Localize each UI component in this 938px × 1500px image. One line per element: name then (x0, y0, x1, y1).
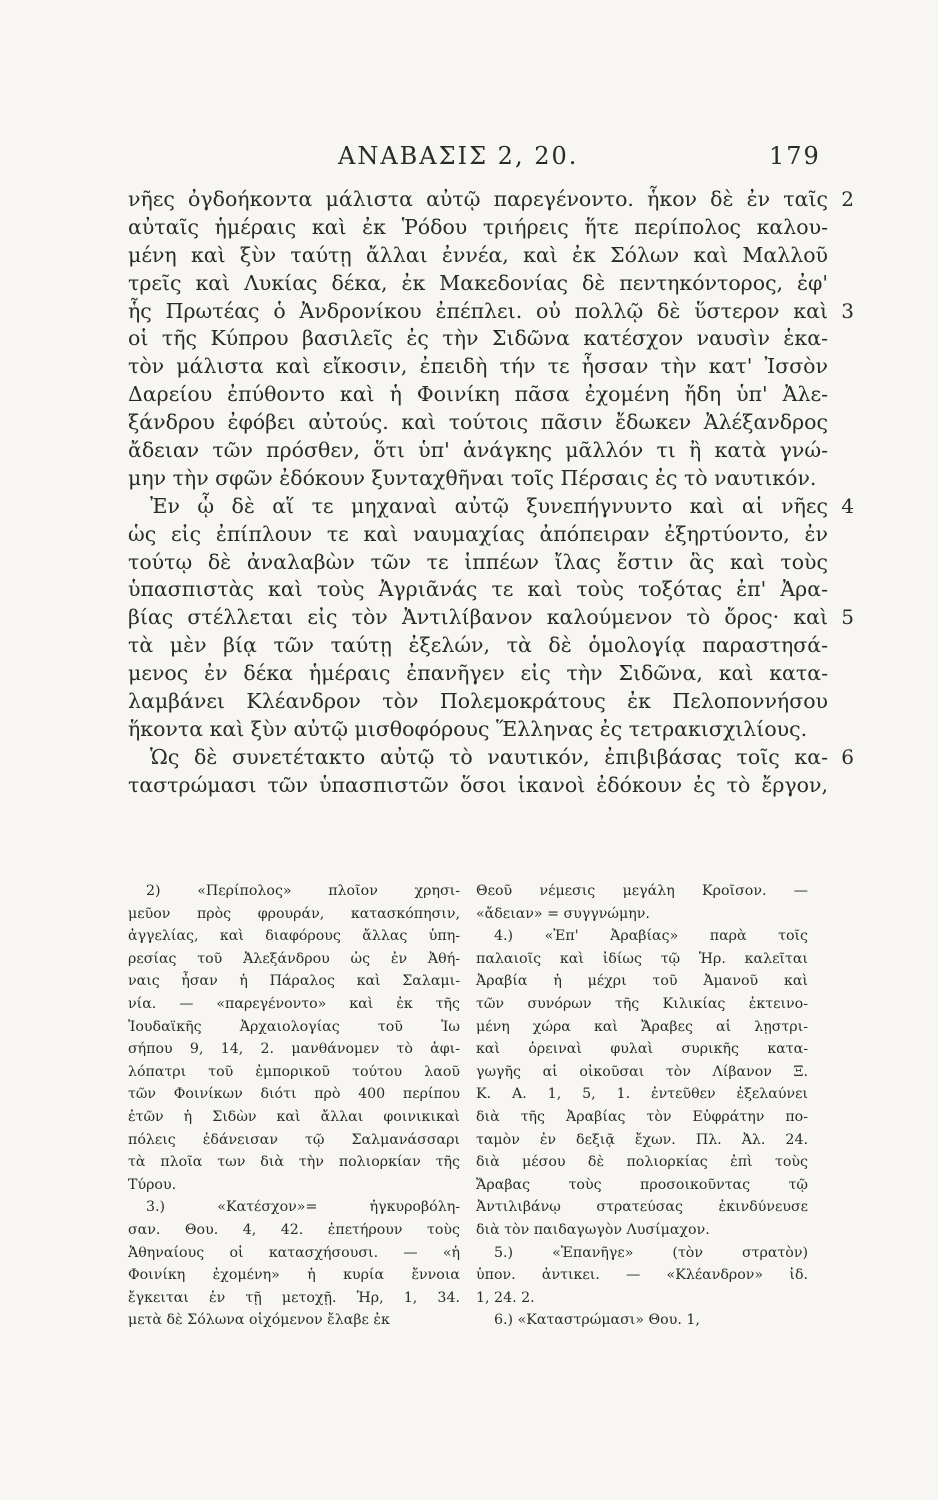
footnote-line: τῶν Φοινίκων διότι πρὸ 400 περίπου (128, 1086, 460, 1103)
text-line (128, 576, 828, 604)
footnote-line: ναις ἦσαν ἡ Πάραλος καὶ Σαλαμι- (128, 973, 460, 990)
text-line-content: ἧς Πρωτέας ὁ Ἀνδρονίκου ἐπέπλει. οὐ πολλῷ δὲ ὕστερον καὶ (128, 298, 828, 323)
text-line-content: μην τὴν σφῶν ἐδόκουν ξυνταχθῆναι τοῖς Πέρσαις ἐς τὸ ναυτικόν. (128, 465, 817, 490)
page-number: 179 (769, 142, 821, 170)
text-line-content: ξάνδρου ἐφόβει αὐτούς. καὶ τούτοις πᾶσιν ἔδωκεν Ἀλέξανδρος (128, 410, 828, 435)
footnote-line: 4.) «Ἐπ' Ἀραβίας» παρὰ τοῖς (494, 928, 808, 945)
text-line-content: οἱ τῆς Κύπρου βασιλεῖς ἐς τὴν Σιδῶνα κατέσχον ναυσὶν ἑκα- (128, 326, 828, 351)
footnote-line: ὑπον. ἀντικει. — «Κλέανδρον» ἰδ. (476, 1267, 808, 1284)
text-line (128, 353, 828, 381)
text-line (128, 604, 854, 632)
text-line (128, 186, 854, 214)
footnote-line: Φοινίκη ἐχομένη» ἡ κυρία ἔννοια (128, 1267, 460, 1284)
footnote-line: σαν. Θου. 4, 42. ἐπετήρουν τοὺς (128, 1221, 460, 1238)
text-line-content: μενος ἐν δέκα ἡμέραις ἐπανῆγεν εἰς τὴν Σιδῶνα, καὶ κατα- (128, 661, 828, 686)
footnotes (128, 880, 808, 1332)
footnote-line: σήπου 9, 14, 2. μανθάνομεν τὸ ἀφι- (128, 1041, 460, 1058)
footnote-line: μετὰ δὲ Σόλωνα οἰχόμενον ἔλαβε ἐκ (128, 1312, 390, 1329)
footnote-line: ἔγκειται ἐν τῇ μετοχῇ. Ἡρ, 1, 34. (128, 1289, 460, 1306)
margin-section-number: 5 (841, 605, 854, 630)
text-line (128, 660, 828, 688)
main-text (128, 186, 854, 800)
text-line (128, 688, 828, 716)
footnote-line: 6.) «Καταστρώμασι» Θου. 1, (494, 1312, 700, 1329)
text-line (128, 772, 828, 800)
text-line (128, 465, 828, 493)
footnote-line: ταμὸν ἐν δεξιᾷ ἔχων. Πλ. Ἀλ. 24. (476, 1131, 808, 1148)
footnotes-right-column (476, 880, 808, 1332)
footnote-line: Θεοῦ νέμεσις μεγάλη Κροῖσον. — (476, 883, 808, 899)
margin-section-number: 6 (841, 744, 854, 769)
margin-section-number: 4 (841, 493, 854, 518)
footnote-line: διὰ τῆς Ἀραβίας τὸν Εὐφράτην πο- (476, 1108, 808, 1125)
text-line (128, 270, 828, 298)
text-line (128, 214, 828, 242)
footnote-line: μένη χώρα καὶ Ἄραβες αἱ λῃστρι- (476, 1018, 808, 1035)
footnote-line: Ἄραβας τοὺς προσοικοῦντας τῷ (476, 1176, 808, 1193)
text-line-content: βίας στέλλεται εἰς τὸν Ἀντιλίβανον καλούμενον τὸ ὄρος· καὶ (128, 605, 828, 630)
text-line-content: τρεῖς καὶ Λυκίας δέκα, ἐκ Μακεδονίας δὲ πεντηκόντορος, ἐφ' (128, 270, 828, 295)
text-line-content: Ὡς δὲ συνετέτακτο αὐτῷ τὸ ναυτικόν, ἐπιβιβάσας τοῖς κα- (150, 744, 828, 769)
text-line-content: ὑπασπιστὰς καὶ τοὺς Ἀγριᾶνάς τε καὶ τοὺς τοξότας ἐπ' Ἀρα- (128, 577, 828, 602)
footnote-line: ρεσίας τοῦ Ἀλεξάνδρου ὡς ἐν Ἀθή- (128, 950, 460, 967)
running-title: ΑΝΑΒΑΣΙΣ 2, 20. (338, 142, 579, 170)
text-line (128, 298, 854, 326)
margin-section-number: 3 (841, 298, 854, 323)
text-line (128, 716, 828, 744)
text-line-content: ἄδειαν τῶν πρόσθεν, ὅτι ὑπ' ἀνάγκης μᾶλλόν τι ἢ κατὰ γνώ- (128, 438, 828, 463)
text-line-content: αὐταῖς ἡμέραις καὶ ἐκ Ῥόδου τριήρεις ἥτε περίπολος καλου- (128, 214, 828, 239)
footnote-line: τῶν συνόρων τῆς Κιλικίας ἐκτεινο- (476, 995, 808, 1012)
footnote-line: ἐτῶν ἡ Σιδὼν καὶ ἄλλαι φοινικικαὶ (128, 1108, 460, 1125)
text-line (128, 744, 854, 772)
text-line-content: τὰ μὲν βίᾳ τῶν ταύτῃ ἐξελών, τὰ δὲ ὁμολογίᾳ παραστησά- (128, 633, 828, 658)
footnote-line: 5.) «Ἐπανῆγε» (τὸν στρατὸν) (494, 1244, 808, 1261)
text-line-content: ὡς εἰς ἐπίπλουν τε καὶ ναυμαχίας ἀπόπειραν ἐξηρτύοντο, ἐν (128, 521, 828, 546)
text-line-content: νῆες ὀγδοήκοντα μάλιστα αὐτῷ παρεγένοντο. ἧκον δὲ ἐν ταῖς (128, 187, 828, 211)
text-line-content: Ἐν ᾧ δὲ αἵ τε μηχαναὶ αὐτῷ ξυνεπήγνυντο καὶ αἱ νῆες (150, 493, 828, 518)
text-line-content: τούτῳ δὲ ἀναλαβὼν τῶν τε ἱππέων ἴλας ἔστιν ἃς καὶ τοὺς (128, 549, 828, 574)
footnote-line: ἀγγελίας, καὶ διαφόρους ἄλλας ὑπη- (128, 928, 460, 945)
footnote-line: «ἄδειαν» = συγγνώμην. (476, 905, 650, 922)
page-header (0, 138, 938, 178)
text-line (128, 521, 828, 549)
footnote-line: λόπατρι τοῦ ἐμπορικοῦ τούτου λαοῦ (128, 1063, 460, 1080)
footnote-line: Τύρου. (128, 1176, 177, 1193)
footnote-line: γωγῆς αἱ οἰκοῦσαι τὸν Λίβανον Ξ. (476, 1063, 808, 1080)
text-line-content: ταστρώμασι τῶν ὑπασπιστῶν ὅσοι ἱκανοὶ ἐδόκουν ἐς τὸ ἔργον, (128, 772, 828, 797)
footnote-line: Ἀντιλιβάνῳ στρατεύσας ἐκινδύνευσε (476, 1199, 808, 1216)
text-line (128, 381, 828, 409)
text-line-content: ἥκοντα καὶ ξὺν αὐτῷ μισθοφόρους Ἕλληνας ἐς τετρακισχιλίους. (128, 716, 808, 741)
footnote-line: 2) «Περίπολος» πλοῖον χρησι- (146, 883, 460, 899)
text-line-content: Δαρείου ἐπύθοντο καὶ ἡ Φοινίκη πᾶσα ἐχομένη ἤδη ὑπ' Ἀλε- (128, 382, 828, 407)
footnote-line: Ἀραβία ἡ μέχρι τοῦ Ἀμανοῦ καὶ (476, 973, 808, 990)
footnote-line: 3.) «Κατέσχον»= ἠγκυροβόλη- (146, 1199, 460, 1216)
footnote-line: νία. — «παρεγένοντο» καὶ ἐκ τῆς (128, 995, 460, 1012)
footnote-line: τὰ πλοῖα των διὰ τὴν πολιορκίαν τῆς (128, 1154, 460, 1171)
footnote-line: 1, 24. 2. (476, 1289, 535, 1306)
text-line (128, 242, 828, 270)
text-line-content: τὸν μάλιστα καὶ εἴκοσιν, ἐπειδὴ τήν τε ἧσσαν τὴν κατ' Ἰσσὸν (128, 354, 828, 379)
text-line-content: μένη καὶ ξὺν ταύτῃ ἄλλαι ἐννέα, καὶ ἐκ Σόλων καὶ Μαλλοῦ (128, 242, 828, 267)
footnotes-left-column (128, 880, 460, 1332)
footnote-line: παλαιοῖς καὶ ἰδίως τῷ Ἡρ. καλεῖται (476, 950, 808, 967)
text-line (128, 325, 828, 353)
margin-section-number: 2 (841, 187, 854, 211)
text-line (128, 549, 828, 577)
footnote-line: μεῦον πρὸς φρουράν, κατασκόπησιν, (128, 905, 460, 922)
footnote-line: Ἀθηναίους οἱ κατασχήσουσι. — «ἡ (128, 1244, 460, 1261)
footnote-line: διὰ μέσου δὲ πολιορκίας ἐπὶ τοὺς (476, 1154, 808, 1171)
footnote-line: πόλεις ἐδάνεισαν τῷ Σαλμανάσσαρι (128, 1131, 460, 1148)
text-line (128, 437, 828, 465)
text-line (128, 409, 828, 437)
text-line (128, 632, 828, 660)
footnote-line: διὰ τὸν παιδαγωγὸν Λυσίμαχον. (476, 1221, 710, 1238)
text-line (128, 493, 854, 521)
text-line-content: λαμβάνει Κλέανδρον τὸν Πολεμοκράτους ἐκ Πελοποννήσου (128, 689, 828, 714)
footnote-line: Κ. Α. 1, 5, 1. ἐντεῦθεν ἐξελαύνει (476, 1086, 808, 1103)
footnote-line: Ἰουδαϊκῆς Ἀρχαιολογίας τοῦ Ἰω (128, 1018, 460, 1035)
footnote-line: καὶ ὀρειναὶ φυλαὶ συρικῆς κατα- (476, 1041, 808, 1058)
